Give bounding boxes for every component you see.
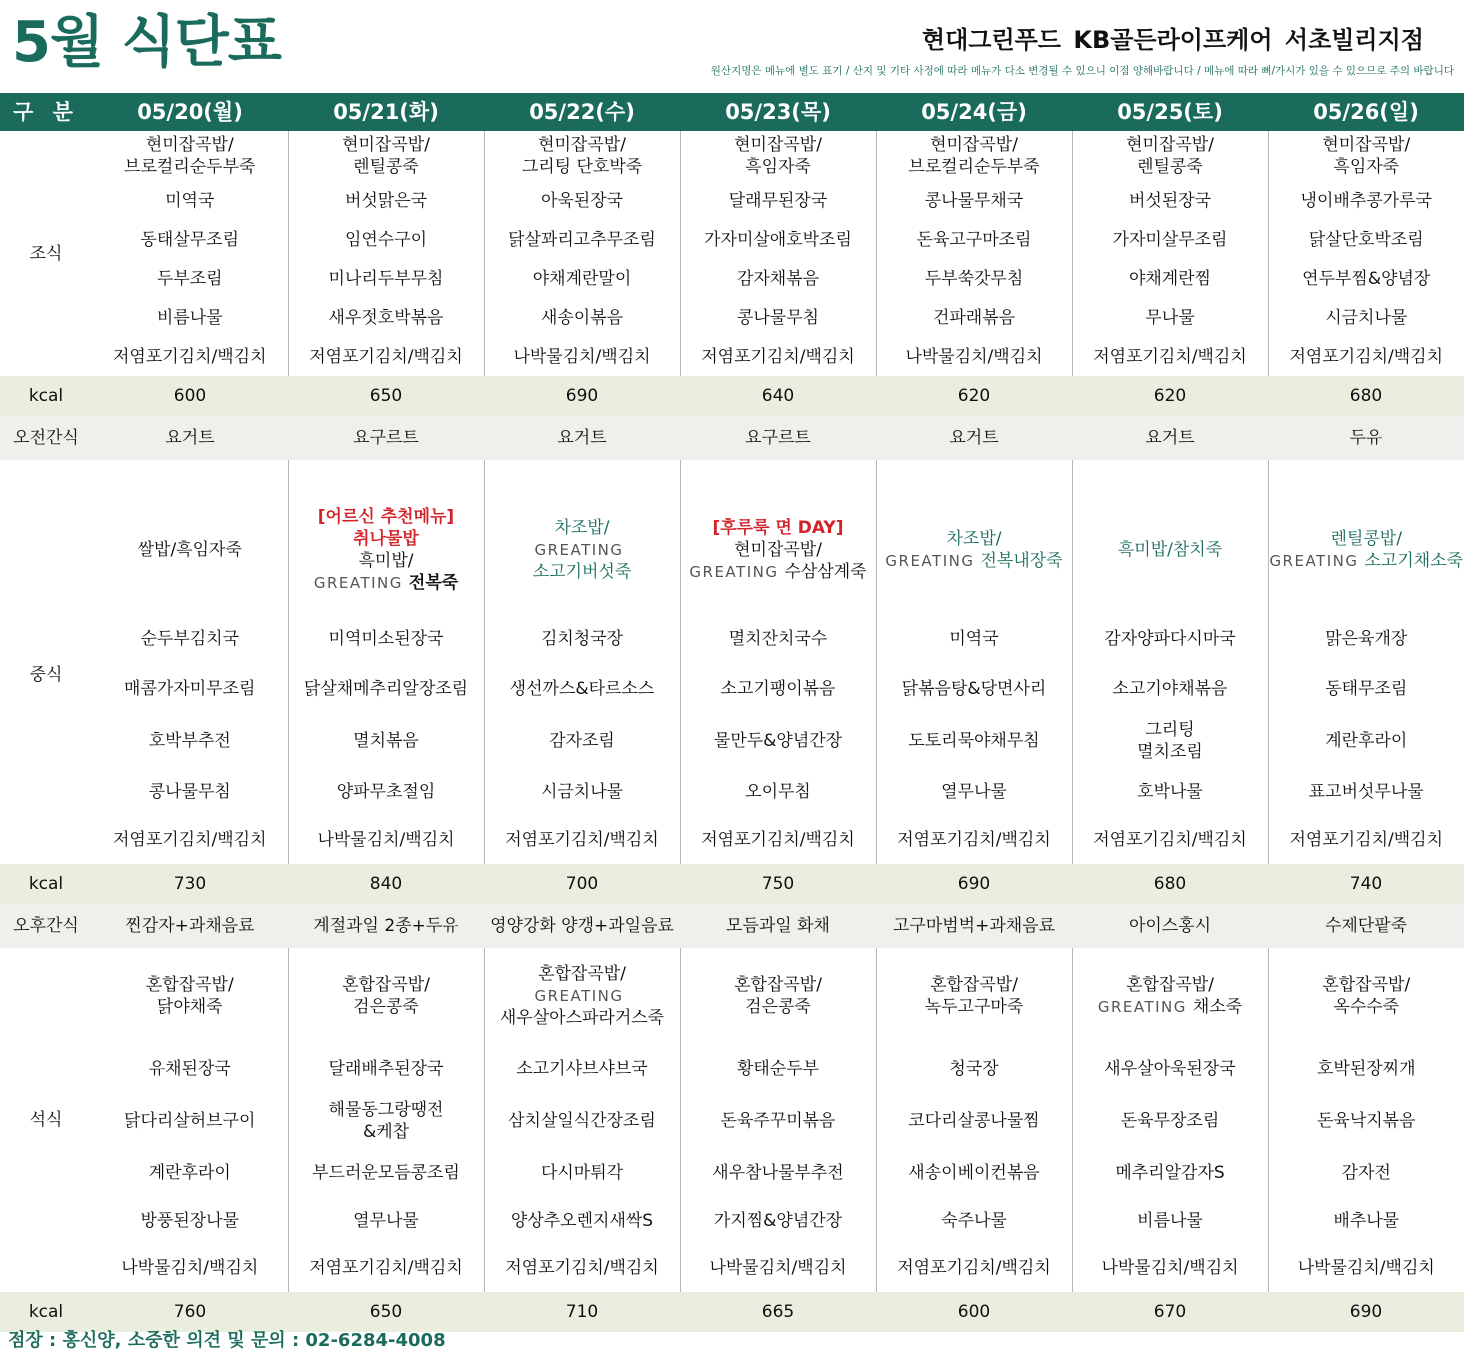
- kcal-value: 690: [484, 376, 680, 416]
- dinner-row: [0, 1044, 1464, 1094]
- breakfast-row: [0, 298, 1464, 337]
- menu-cell: 닭살단호박조림: [1268, 220, 1464, 259]
- greating-logo: GREATING: [689, 563, 779, 581]
- menu-cell: 가지찜&양념간장: [680, 1198, 876, 1244]
- menu-cell: 현미잡곡밥/ 브로컬리순두부죽: [876, 131, 1072, 181]
- menu-cell: 비름나물: [1072, 1198, 1268, 1244]
- menu-cell: 호박된장찌개: [1268, 1044, 1464, 1094]
- menu-cell: 배추나물: [1268, 1198, 1464, 1244]
- menu-cell: 김치청국장: [484, 614, 680, 664]
- lunch-row: [0, 614, 1464, 664]
- kcal-label: kcal: [0, 864, 92, 904]
- kcal-label: kcal: [0, 376, 92, 416]
- snack-cell: 계절과일 2종+두유: [288, 904, 484, 948]
- menu-cell: 저염포기김치/백김치: [112, 830, 267, 850]
- menu-cell: 저염포기김치/백김치: [112, 346, 267, 367]
- menu-cell: 현미잡곡밥/ 브로컬리순두부죽: [124, 135, 256, 177]
- day-header: 05/25(토): [1072, 93, 1268, 131]
- menu-cell: 물만두&양념간장: [680, 714, 876, 768]
- menu-cell: 두부조림: [156, 268, 223, 289]
- lunch-label: 중식: [29, 665, 63, 685]
- kcal-row: [0, 376, 1464, 416]
- menu-cell: 미나리두부무침: [288, 259, 484, 298]
- day-header: 05/26(일): [1268, 93, 1464, 131]
- menu-cell: 저염포기김치/백김치: [288, 1244, 484, 1292]
- pm-snack-label: 오후간식: [0, 904, 92, 948]
- menu-cell: 나박물김치/백김치: [680, 1244, 876, 1292]
- menu-cell: 나박물김치/백김치: [121, 1258, 259, 1278]
- kcal-label: kcal: [0, 1292, 92, 1332]
- kcal-row: [0, 1292, 1464, 1332]
- snack-cell: 요거트: [92, 416, 288, 460]
- menu-cell: 삼치살일식간장조림: [484, 1094, 680, 1148]
- snack-cell: 요거트: [484, 416, 680, 460]
- day-header: 05/22(수): [484, 93, 680, 131]
- menu-cell: 감자전: [1268, 1148, 1464, 1198]
- menu-cell: 청국장: [876, 1044, 1072, 1094]
- snack-cell: 두유: [1268, 416, 1464, 460]
- gubun-header: 구 분: [0, 93, 92, 131]
- lunch-row: [0, 816, 1464, 864]
- day-header: 05/23(목): [680, 93, 876, 131]
- kcal-value: 710: [484, 1292, 680, 1332]
- menu-cell: 황태순두부: [680, 1044, 876, 1094]
- menu-cell: 현미잡곡밥/ 그리팅 단호박죽: [484, 131, 680, 181]
- menu-cell: 나박물김치/백김치: [288, 816, 484, 864]
- kcal-value: 600: [876, 1292, 1072, 1332]
- menu-cell: 다시마튀각: [484, 1148, 680, 1198]
- menu-cell: 혼합잡곡밥/ 닭야채죽: [145, 975, 234, 1017]
- menu-cell: 양상추오렌지새싹S: [484, 1198, 680, 1244]
- menu-cell: 새우살아욱된장국: [1072, 1044, 1268, 1094]
- pm-snack-row: [0, 904, 1464, 948]
- kcal-value: 650: [288, 1292, 484, 1332]
- menu-cell: 저염포기김치/백김치: [680, 816, 876, 864]
- greating-logo: GREATING: [534, 541, 624, 559]
- menu-cell: 혼합잡곡밥/ 옥수수죽: [1268, 948, 1464, 1044]
- menu-cell: 표고버섯무나물: [1268, 768, 1464, 816]
- menu-cell: 새송이베이컨볶음: [876, 1148, 1072, 1198]
- snack-cell: 찐감자+과채음료: [92, 904, 288, 948]
- lunch-main-row: [0, 486, 1464, 614]
- footer-contact: 점장 : 홍신양, 소중한 의견 및 문의 : 02-6284-4008: [8, 1330, 446, 1351]
- day-header: 05/20(월): [92, 93, 288, 131]
- menu-cell: 부드러운모듬콩조림: [288, 1148, 484, 1198]
- menu-cell: 아욱된장국: [484, 181, 680, 220]
- spacer-row: [0, 460, 1464, 486]
- snack-cell: 수제단팥죽: [1268, 904, 1464, 948]
- kcal-value: 760: [92, 1292, 288, 1332]
- menu-table: [0, 93, 1464, 1332]
- breakfast-label: 조식: [29, 243, 63, 264]
- kcal-value: 690: [876, 864, 1072, 904]
- lunch-row: [0, 768, 1464, 816]
- menu-cell: 차조밥/ GREATING 전복내장죽: [876, 486, 1072, 614]
- company-name: 현대그린푸드 KB골든라이프케어 서초빌리지점: [921, 26, 1424, 54]
- menu-cell: 감자조림: [484, 714, 680, 768]
- menu-cell: 저염포기김치/백김치: [680, 337, 876, 376]
- kcal-value: 650: [288, 376, 484, 416]
- menu-cell: 나박물김치/백김치: [1268, 1244, 1464, 1292]
- menu-cell: 계란후라이: [1268, 714, 1464, 768]
- menu-cell: 임연수구이: [288, 220, 484, 259]
- snack-cell: 모듬과일 화채: [680, 904, 876, 948]
- kcal-value: 620: [1072, 376, 1268, 416]
- snack-cell: 요구르트: [288, 416, 484, 460]
- menu-cell: 도토리묵야채무침: [876, 714, 1072, 768]
- am-snack-label: 오전간식: [0, 416, 92, 460]
- breakfast-row: [0, 181, 1464, 220]
- menu-cell: 미역국: [876, 614, 1072, 664]
- menu-cell: 생선까스&타르소스: [484, 664, 680, 714]
- menu-cell: 순두부김치국: [140, 629, 240, 649]
- day-header: 05/21(화): [288, 93, 484, 131]
- kcal-value: 640: [680, 376, 876, 416]
- menu-cell: 매콤가자미무조림: [124, 679, 256, 699]
- menu-cell: 저염포기김치/백김치: [484, 816, 680, 864]
- menu-cell: 미역미소된장국: [288, 614, 484, 664]
- breakfast-row: [0, 220, 1464, 259]
- menu-cell: 미역국: [165, 190, 215, 211]
- menu-cell: 저염포기김치/백김치: [876, 816, 1072, 864]
- menu-cell: 야채계란말이: [484, 259, 680, 298]
- menu-cell: 닭볶음탕&당면사리: [876, 664, 1072, 714]
- menu-cell: 저염포기김치/백김치: [1268, 337, 1464, 376]
- menu-cell: 냉이배추콩가루국: [1268, 181, 1464, 220]
- dinner-label: 석식: [29, 1110, 63, 1130]
- lunch-row: [0, 714, 1464, 768]
- snack-cell: 요거트: [876, 416, 1072, 460]
- menu-cell: 숙주나물: [876, 1198, 1072, 1244]
- menu-cell: 소고기야채볶음: [1072, 664, 1268, 714]
- kcal-value: 750: [680, 864, 876, 904]
- greating-logo: GREATING: [885, 552, 975, 570]
- menu-cell: 오이무침: [680, 768, 876, 816]
- menu-cell: 혼합잡곡밥/ 검은콩죽: [680, 948, 876, 1044]
- dinner-row: [0, 1148, 1464, 1198]
- kcal-value: 620: [876, 376, 1072, 416]
- kcal-value: 670: [1072, 1292, 1268, 1332]
- dinner-row: [0, 1244, 1464, 1292]
- menu-cell: 콩나물무채국: [876, 181, 1072, 220]
- menu-cell: 콩나물무침: [680, 298, 876, 337]
- menu-cell: 혼합잡곡밥/ GREATING 새우살아스파라거스죽: [484, 948, 680, 1044]
- menu-cell: 콩나물무침: [148, 782, 231, 802]
- menu-cell: 쌀밥/흑임자죽: [137, 540, 242, 560]
- notice-text: 원산지명은 메뉴에 별도 표기 / 산지 및 기타 사정에 따라 메뉴가 다소 변경될 수 있으니 이점 양해바랍니다 / 메뉴에 따라 뼈/가시가 있을 수 있으므로 주의 바랍니다: [710, 65, 1454, 77]
- menu-cell: 달래배추된장국: [288, 1044, 484, 1094]
- menu-cell: 계란후라이: [148, 1163, 231, 1183]
- page-title: 5월 식단표: [12, 10, 281, 75]
- menu-cell: 저염포기김치/백김치: [1072, 337, 1268, 376]
- menu-cell: [후루룩 면 DAY] 현미잡곡밥/ GREATING 수삼삼계죽: [680, 486, 876, 614]
- menu-cell: 야채계란찜: [1072, 259, 1268, 298]
- menu-cell: 시금치나물: [1268, 298, 1464, 337]
- kcal-value: 730: [92, 864, 288, 904]
- menu-cell: 두부쑥갓무침: [876, 259, 1072, 298]
- menu-cell: 양파무초절임: [288, 768, 484, 816]
- greating-logo: GREATING: [1097, 998, 1187, 1016]
- menu-cell: 소고기샤브샤브국: [484, 1044, 680, 1094]
- menu-cell: 돈육고구마조림: [876, 220, 1072, 259]
- menu-cell: 버섯맑은국: [288, 181, 484, 220]
- menu-cell: 열무나물: [876, 768, 1072, 816]
- menu-cell: 현미잡곡밥/ 흑임자죽: [680, 131, 876, 181]
- menu-cell: 흑미밥/참치죽: [1072, 486, 1268, 614]
- greating-logo: GREATING: [313, 574, 403, 592]
- menu-cell: 현미잡곡밥/ 흑임자죽: [1268, 131, 1464, 181]
- menu-cell: 닭살꽈리고추무조림: [484, 220, 680, 259]
- greating-logo: GREATING: [1269, 552, 1359, 570]
- menu-cell: 저염포기김치/백김치: [484, 1244, 680, 1292]
- header-row: [0, 93, 1464, 131]
- menu-cell: 닭다리살허브구이: [124, 1111, 256, 1131]
- lunch-row: [0, 664, 1464, 714]
- menu-cell: 그리팅 멸치조림: [1072, 714, 1268, 768]
- menu-cell: 호박나물: [1072, 768, 1268, 816]
- greating-logo: GREATING: [534, 987, 624, 1005]
- menu-cell: 맑은육개장: [1268, 614, 1464, 664]
- menu-cell: 유채된장국: [148, 1059, 231, 1079]
- menu-cell: 저염포기김치/백김치: [1072, 816, 1268, 864]
- menu-cell: 건파래볶음: [876, 298, 1072, 337]
- snack-cell: 고구마범벅+과채음료: [876, 904, 1072, 948]
- kcal-value: 680: [1268, 376, 1464, 416]
- menu-cell: 코다리살콩나물찜: [876, 1094, 1072, 1148]
- snack-cell: 영양강화 양갱+과일음료: [484, 904, 680, 948]
- menu-cell: 나박물김치/백김치: [876, 337, 1072, 376]
- menu-cell: 달래무된장국: [680, 181, 876, 220]
- menu-cell: 차조밥/ GREATING 소고기버섯죽: [484, 486, 680, 614]
- am-snack-row: [0, 416, 1464, 460]
- menu-cell: 저염포기김치/백김치: [1268, 816, 1464, 864]
- kcal-value: 680: [1072, 864, 1268, 904]
- special-menu-tag: [어르신 추천메뉴]: [317, 507, 455, 527]
- menu-cell: 방풍된장나물: [140, 1211, 240, 1231]
- menu-cell: 소고기팽이볶음: [680, 664, 876, 714]
- menu-cell: 렌틸콩밥/ GREATING 소고기채소죽: [1268, 486, 1464, 614]
- special-menu-tag: [후루룩 면 DAY]: [712, 518, 844, 538]
- menu-cell: 감자양파다시마국: [1072, 614, 1268, 664]
- kcal-value: 700: [484, 864, 680, 904]
- menu-cell: 비름나물: [156, 307, 223, 328]
- dinner-row: [0, 1094, 1464, 1148]
- kcal-value: 690: [1268, 1292, 1464, 1332]
- menu-cell: 무나물: [1072, 298, 1268, 337]
- breakfast-row: [0, 337, 1464, 376]
- menu-cell: 버섯된장국: [1072, 181, 1268, 220]
- breakfast-main-row: [0, 131, 1464, 181]
- menu-cell: 돈육낙지볶음: [1268, 1094, 1464, 1148]
- menu-cell: 현미잡곡밥/ 렌틸콩죽: [288, 131, 484, 181]
- menu-cell: 호박부추전: [148, 731, 231, 751]
- menu-cell: 멸치잔치국수: [680, 614, 876, 664]
- menu-cell: 돈육무장조림: [1072, 1094, 1268, 1148]
- day-header: 05/24(금): [876, 93, 1072, 131]
- menu-cell: 감자채볶음: [680, 259, 876, 298]
- dinner-row: [0, 1198, 1464, 1244]
- menu-cell: 시금치나물: [484, 768, 680, 816]
- kcal-row: [0, 864, 1464, 904]
- menu-cell: 열무나물: [288, 1198, 484, 1244]
- menu-cell: 동태살무조림: [140, 229, 240, 250]
- kcal-value: 600: [92, 376, 288, 416]
- menu-cell: 새우참나물부추전: [680, 1148, 876, 1198]
- menu-cell: 연두부찜&양념장: [1268, 259, 1464, 298]
- menu-cell: 현미잡곡밥/ 렌틸콩죽: [1072, 131, 1268, 181]
- snack-cell: 요구르트: [680, 416, 876, 460]
- breakfast-row: [0, 259, 1464, 298]
- menu-cell: 가자미살애호박조림: [680, 220, 876, 259]
- menu-cell: 혼합잡곡밥/ GREATING 채소죽: [1072, 948, 1268, 1044]
- menu-cell: 닭살채메추리알장조림: [288, 664, 484, 714]
- menu-cell: 혼합잡곡밥/ 검은콩죽: [288, 948, 484, 1044]
- menu-cell: 저염포기김치/백김치: [876, 1244, 1072, 1292]
- menu-cell: 새송이볶음: [484, 298, 680, 337]
- kcal-value: 665: [680, 1292, 876, 1332]
- menu-cell: 돈육주꾸미볶음: [680, 1094, 876, 1148]
- menu-cell: 메추리알감자S: [1072, 1148, 1268, 1198]
- menu-cell: 저염포기김치/백김치: [288, 337, 484, 376]
- menu-cell: 나박물김치/백김치: [1072, 1244, 1268, 1292]
- snack-cell: 아이스홍시: [1072, 904, 1268, 948]
- menu-cell: 나박물김치/백김치: [484, 337, 680, 376]
- kcal-value: 840: [288, 864, 484, 904]
- menu-cell: 가자미살무조림: [1072, 220, 1268, 259]
- kcal-value: 740: [1268, 864, 1464, 904]
- menu-cell: 해물동그랑땡전 &케찹: [288, 1094, 484, 1148]
- menu-cell: 혼합잡곡밥/ 녹두고구마죽: [876, 948, 1072, 1044]
- menu-cell: [어르신 추천메뉴] 취나물밥 흑미밥/ GREATING 전복죽: [288, 486, 484, 614]
- dinner-main-row: [0, 948, 1464, 1044]
- menu-cell: 새우젓호박볶음: [288, 298, 484, 337]
- menu-cell: 멸치볶음: [288, 714, 484, 768]
- menu-cell: 동태무조림: [1268, 664, 1464, 714]
- snack-cell: 요거트: [1072, 416, 1268, 460]
